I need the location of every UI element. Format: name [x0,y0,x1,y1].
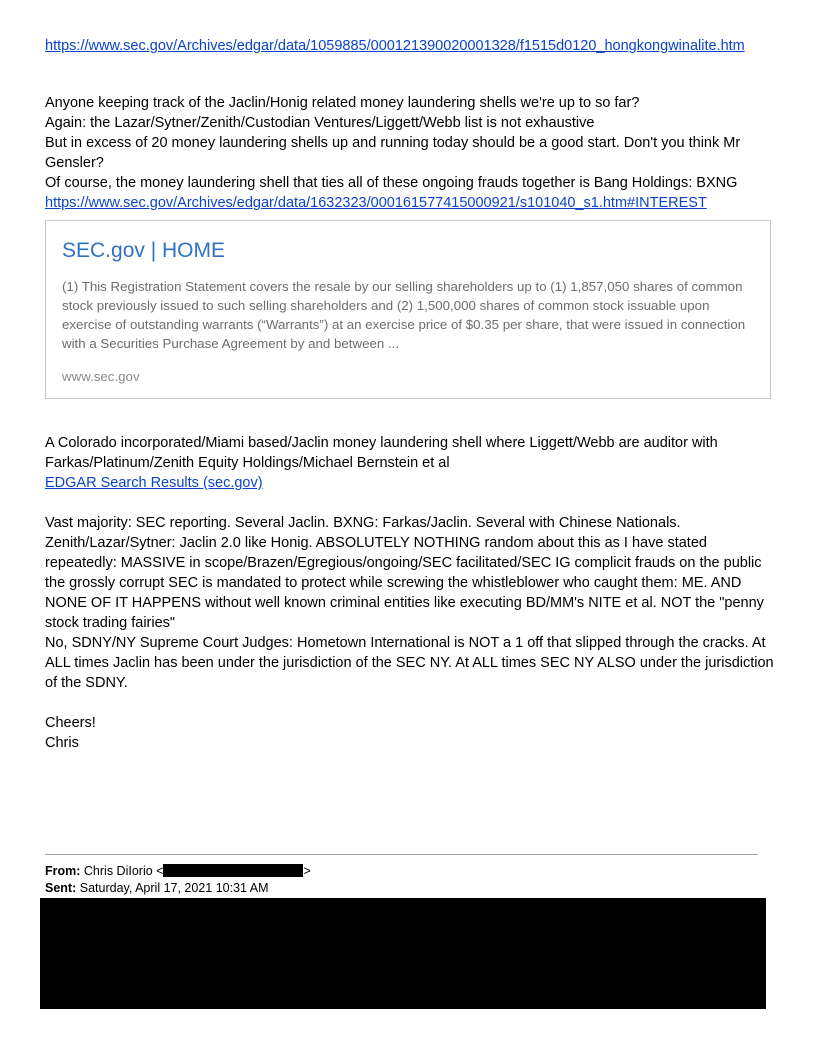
text-line: Again: the Lazar/Sytner/Zenith/Custodian Ventures/Liggett/Webb list is not exhaustive [45,115,595,131]
redacted-block [40,898,766,1009]
sec-filing-link-hongkongwinalite[interactable]: https://www.sec.gov/Archives/edgar/data/1059885/000121390020001328/f1515d0120_hongkongwinalite.htm [45,38,745,54]
text-line: Of course, the money laundering shell that ties all of these ongoing frauds together is Bang Holdings: BXNG [45,175,738,191]
from-label: From: [45,864,81,878]
redacted-email-address [163,864,303,877]
from-close: > [303,864,311,878]
text-line: But in excess of 20 money laundering shells up and running today should be a good start. Don't you think Mr Gensler? [45,135,741,171]
link-preview-description: (1) This Registration Statement covers the resale by our selling shareholders up to (1) 1,857,050 shares of common stock previously issued to such selling shareholders and (2) 1,500,000 shares of common stock issuable upon exercise of outstanding warrants (“Warrants”) at an exercise price of $0.35 per share, that were issued in connection with a Securities Purchase Agreement by and between ... [62,279,746,351]
email-body [45,36,775,753]
link-preview-card[interactable] [45,220,771,399]
forwarded-email-header [45,863,311,897]
sent-value: Saturday, April 17, 2021 10:31 AM [79,881,269,895]
email-divider [45,854,758,855]
link-preview-domain: www.sec.gov [62,369,140,384]
link-preview-title[interactable]: SEC.gov | HOME [62,239,225,262]
edgar-search-link[interactable]: EDGAR Search Results (sec.gov) [45,475,263,491]
paragraph-colorado-shell: A Colorado incorporated/Miami based/Jaclin money laundering shell where Liggett/Webb are auditor with Farkas/Platinum/Zenith Equity Holdings/Michael Bernstein et al [45,435,718,471]
text-line: Anyone keeping track of the Jaclin/Honig related money laundering shells we're up to so far? [45,95,640,111]
sent-line [45,880,311,897]
signoff-name: Chris [45,735,79,751]
url-block-top [45,36,775,57]
sent-label: Sent: [45,881,77,895]
sec-filing-link-bxng[interactable]: https://www.sec.gov/Archives/edgar/data/1632323/000161577415000921/s101040_s1.htm#INTEREST [45,195,707,211]
from-line [45,863,311,880]
paragraph-shell-list [45,93,775,213]
paragraph-vast-majority: Vast majority: SEC reporting. Several Jaclin. BXNG: Farkas/Jaclin. Several with Chinese Nationals. Zenith/Lazar/Sytner: Jaclin 2.0 like Honig. ABSOLUTELY NOTHING random about this as I have stated repeatedly: MASSIVE in scope/Brazen/Egregious/ongoing/SEC facilitated/SEC IG complicit frauds on the public the grossly corrupt SEC is mandated to protect while screwing the whistleblower who caught them: ME. AND NONE OF IT HAPPENS without well known criminal entities like executing BD/MM's NITE et al. NOT the "penny stock trading fairies" [45,515,764,631]
from-name: Chris DiIorio < [83,864,164,878]
signoff-cheers: Cheers! [45,715,96,731]
paragraph-sdny: No, SDNY/NY Supreme Court Judges: Hometown International is NOT a 1 off that slipped through the cracks. At ALL times Jaclin has been under the jurisdiction of the SEC NY. At ALL times SEC NY ALSO under the jurisdiction of the SDNY. [45,635,774,691]
